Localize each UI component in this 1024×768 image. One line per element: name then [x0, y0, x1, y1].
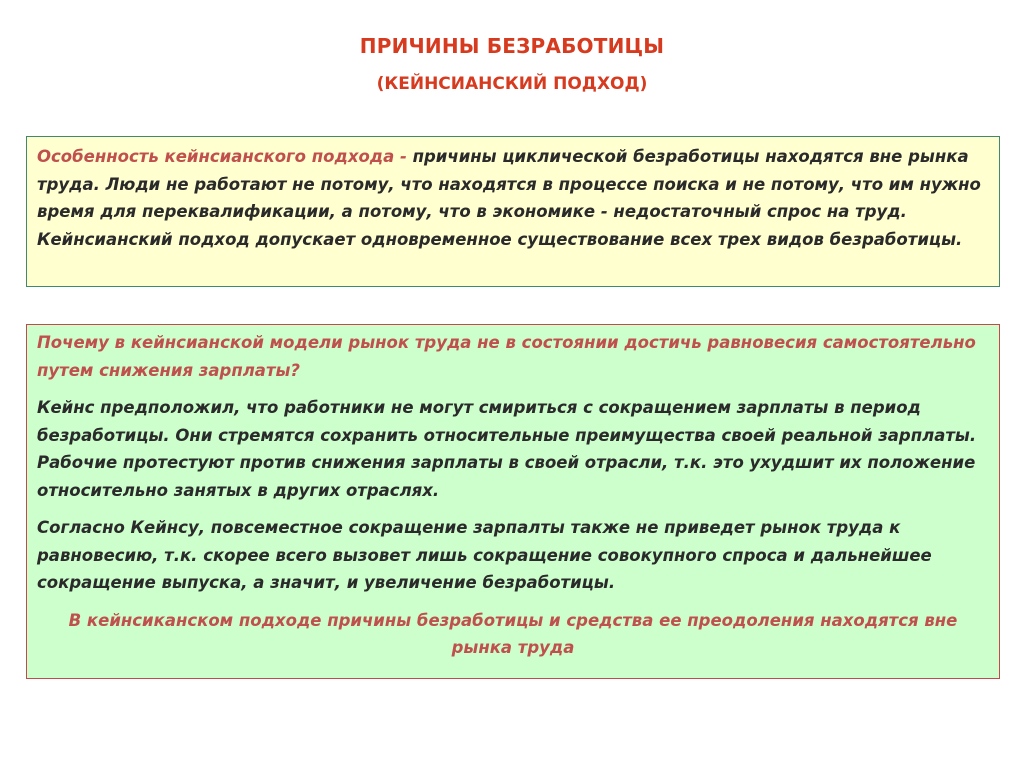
keynes-wage-cut-paragraph: Согласно Кейнсу, повсеместное сокращение зарпалты также не приведет рынок труда к равновесию, т.к. скорее всего вызовет лишь сокращение совокупного спроса и дальнейшее сокращение выпуска, а значит, и увеличение безработицы. [37, 518, 932, 592]
slide-subtitle: (КЕЙНСИАНСКИЙ ПОДХОД) [376, 74, 648, 94]
equilibrium-explanation-box [26, 324, 1000, 679]
keynesian-feature-lead: Особенность кейнсианского подхода - [37, 147, 413, 166]
keynesian-conclusion: В кейнсиканском подходе причины безработицы и средства ее преодоления находятся вне рынка труда [68, 610, 958, 657]
keynesian-feature-box [26, 136, 1000, 287]
equilibrium-question: Почему в кейнсианской модели рынок труда не в состоянии достичь равновесия самостоятельно путем снижения зарплаты? [37, 333, 976, 380]
keynesian-feature-body: причины циклической безработицы находятся вне рынка труда. Люди не работают не потому, что находятся в процессе поиска и не потому, что им нужно время для переквалификации, а потому, что в экономике - недостаточный спрос на труд. Кейнсианский подход допускает одновременное существование всех трех видов безработицы. [37, 147, 981, 249]
keynesian-feature-text [37, 143, 989, 253]
slide-title: ПРИЧИНЫ БЕЗРАБОТИЦЫ [359, 34, 665, 58]
keynes-wage-rigidity-paragraph: Кейнс предположил, что работники не могут смириться с сокращением зарплаты в период безработицы. Они стремятся сохранить относительные преимущества своей реальной зарплаты. Рабочие протестуют против снижения зарплаты в своей отрасли, т.к. это ухудшит их положение относительно занятых в других отраслях. [37, 398, 977, 500]
